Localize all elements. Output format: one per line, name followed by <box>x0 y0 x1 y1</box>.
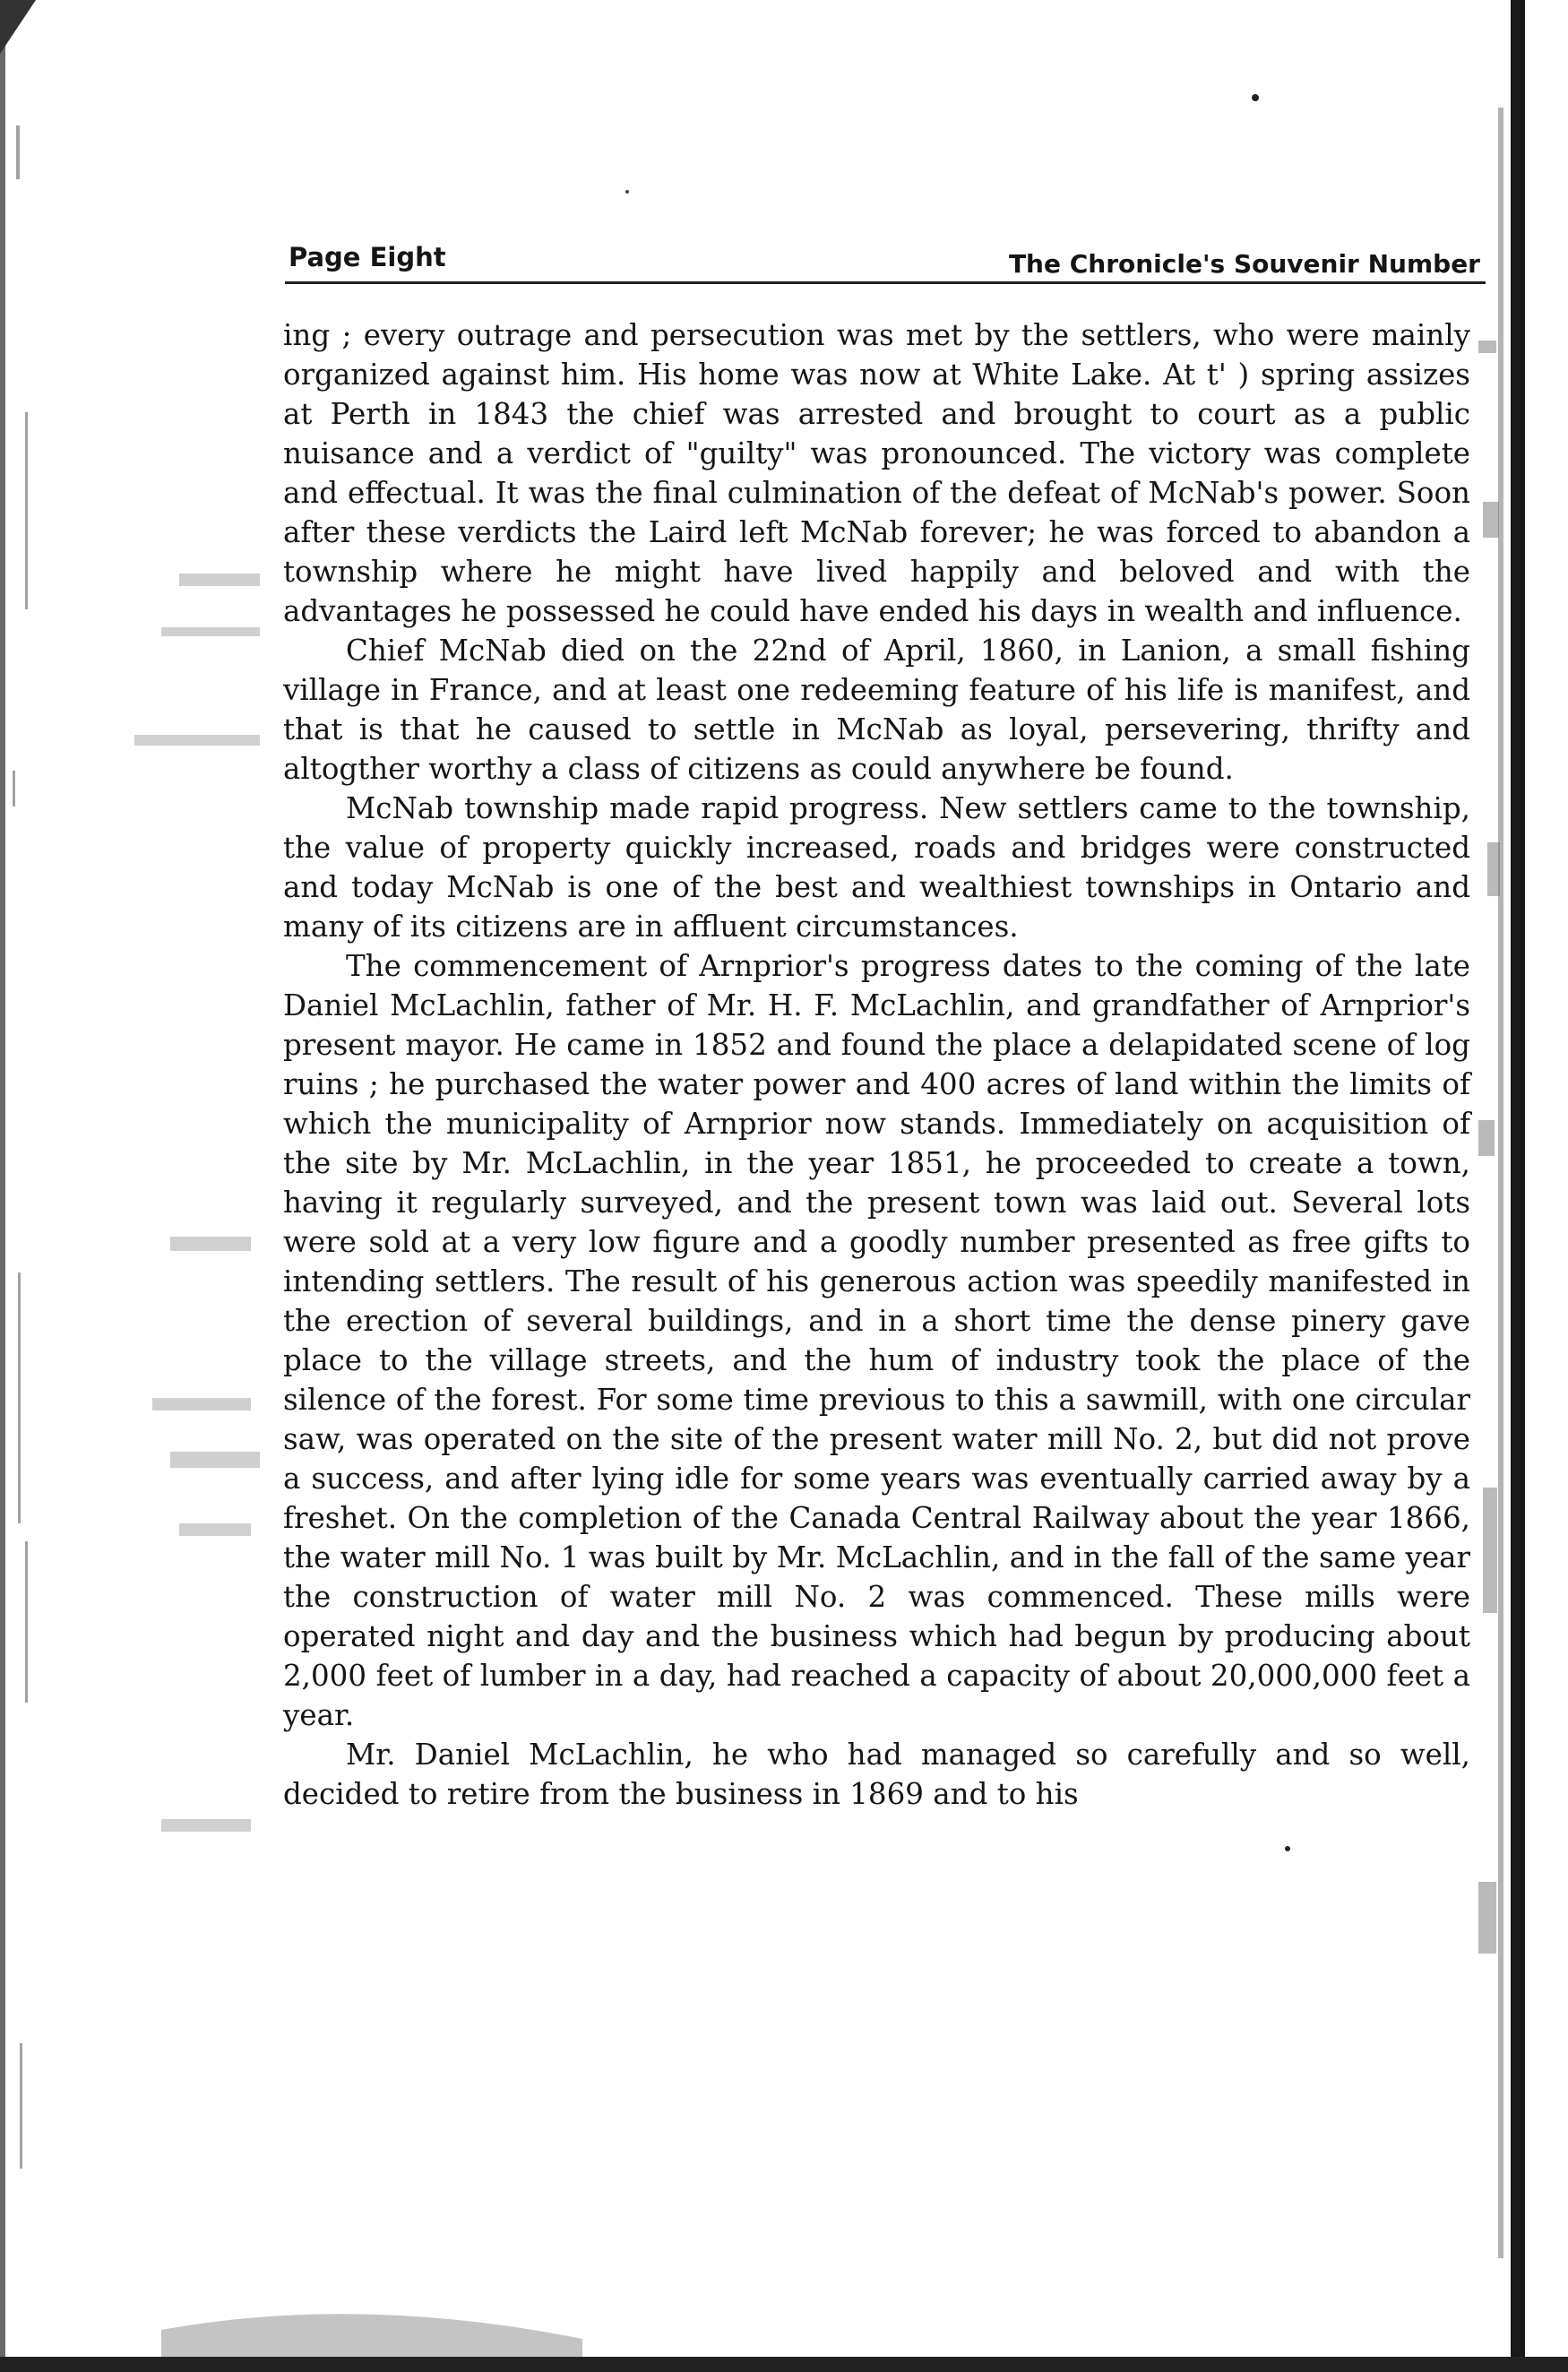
page-header <box>289 242 1480 283</box>
header-rule <box>285 281 1486 284</box>
paragraph-5: Mr. Daniel McLachlin, he who had managed so carefully and so well, decided to retire from the business in 1869 and to his <box>283 1738 1470 1811</box>
paragraph-2: Chief McNab died on the 22nd of April, 1860, in Lanion, a small fishing village in France, and at least one redeeming feature of his life is manifest, and that is that he caused to settle in McNab as loyal, persevering, thrifty and altogther worthy a class of citizens as could anywhere be found. <box>283 634 1470 786</box>
paragraph-1: ing ; every outrage and persecution was met by the settlers, who were mainly organized against him. His home was now at White Lake. At t' ) spring assizes at Perth in 1843 the chief was arrested and brought to court as a public nuisance and a verdict of "guilty" was pronounced. The victory was complete and effectual. It was the final culmination of the defeat of McNab's power. Soon after these verdicts the Laird left McNab forever; he was forced to abandon a township where he might have lived happily and beloved and with the advantages he possessed he could have ended his days in wealth and influence. <box>283 318 1470 628</box>
paragraph-4: The commencement of Arnprior's progress dates to the coming of the late Daniel McLachlin, father of Mr. H. F. McLachlin, and grandfather of Arnprior's present mayor. He came in 1852 and found the place a delapidated scene of log ruins ; he purchased the water power and 400 acres of land within the limits of which the municipality of Arnprior now stands. Immediately on acquisition of the site by Mr. McLachlin, in the year 1851, he proceeded to create a town, having it regularly surveyed, and the present town was laid out. Several lots were sold at a very low figure and a goodly number presented as free gifts to intending settlers. The result of his generous action was speedily manifested in the erection of several buildings, and in a short time the dense pinery gave place to the village streets, and the hum of industry took the place of the silence of the forest. For some time previous to this a sawmill, with one circular saw, was operated on the site of the present water mill No. 2, but did not prove a success, and after lying idle for some years was eventually carried away by a freshet. On the completion of the Canada Central Railway about the year 1866, the water mill No. 1 was built by Mr. McLachlin, and in the fall of the same year the construction of water mill No. 2 was commenced. These mills were operated night and day and the business which had begun by producing about 2,000 feet of lumber in a day, had reached a capacity of about 20,000,000 feet a year. <box>283 949 1470 1732</box>
publication-title: The Chronicle's Souvenir Number <box>1008 249 1480 279</box>
page-number-label: Page Eight <box>289 242 446 272</box>
paragraph-3: McNab township made rapid progress. New settlers came to the township, the value of property quickly increased, roads and bridges were constructed and today McNab is one of the best and wealthiest townships in Ontario and many of its citizens are in affluent circumstances. <box>283 791 1470 944</box>
article-body <box>283 315 1470 1814</box>
